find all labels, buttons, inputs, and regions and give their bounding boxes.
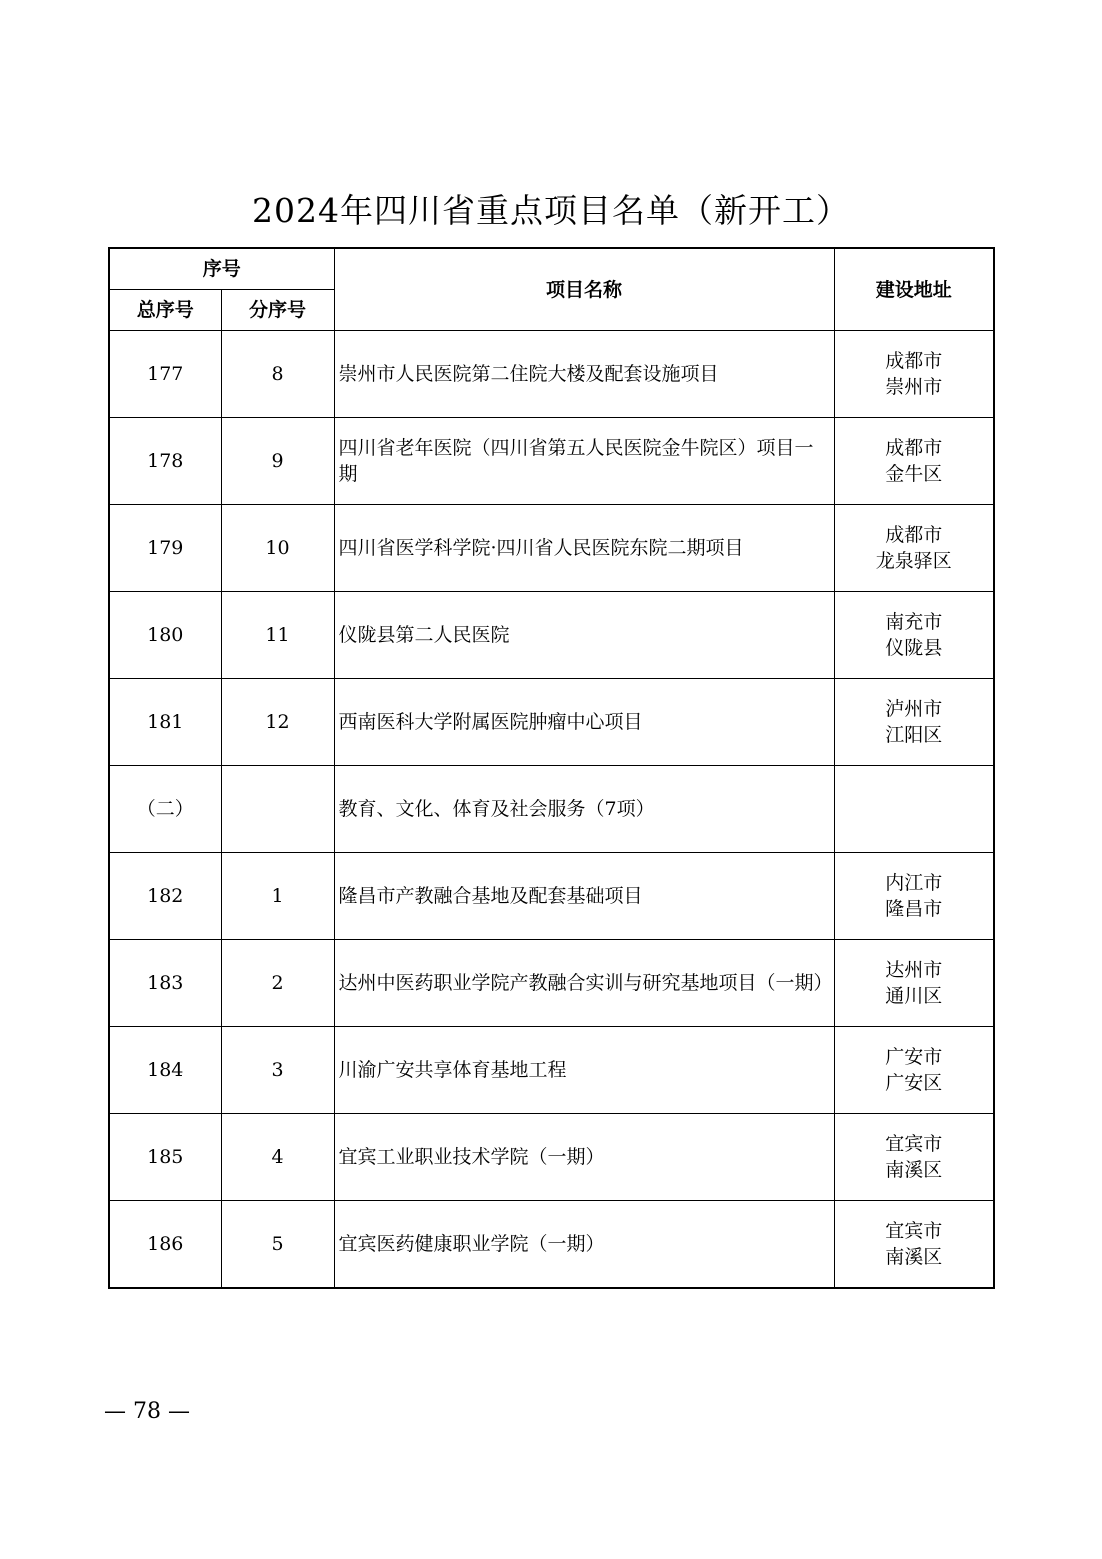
sub-seq-cell: 3 xyxy=(221,1027,334,1114)
sub-seq-cell: 11 xyxy=(221,592,334,679)
total-seq-cell: 186 xyxy=(109,1201,221,1289)
table-row xyxy=(109,940,994,1027)
location-cell xyxy=(834,418,994,505)
page-number: — 78 — xyxy=(104,1399,190,1424)
location-district: 仪陇县 xyxy=(885,637,943,659)
location-district: 崇州市 xyxy=(885,376,943,398)
project-name-cell: 川渝广安共享体育基地工程 xyxy=(334,1027,834,1114)
total-seq-cell: 177 xyxy=(109,331,221,418)
location-cell xyxy=(834,853,994,940)
location-cell xyxy=(834,505,994,592)
table-row xyxy=(109,679,994,766)
table-row xyxy=(109,1201,994,1289)
location-district: 龙泉驿区 xyxy=(875,550,952,572)
header-location: 建设地址 xyxy=(834,248,994,331)
project-name-cell: 宜宾工业职业技术学院（一期） xyxy=(334,1114,834,1201)
total-seq-cell: 182 xyxy=(109,853,221,940)
location-city: 南充市 xyxy=(885,611,943,633)
location-cell xyxy=(834,766,994,853)
location-cell xyxy=(834,1201,994,1289)
location-district: 广安区 xyxy=(885,1072,943,1094)
location-city: 宜宾市 xyxy=(885,1133,943,1155)
sub-seq-cell xyxy=(221,766,334,853)
location-city: 成都市 xyxy=(885,437,943,459)
location-district: 南溪区 xyxy=(885,1159,943,1181)
location-cell xyxy=(834,679,994,766)
total-seq-cell: 180 xyxy=(109,592,221,679)
location-city: 内江市 xyxy=(885,872,943,894)
header-sub-seq: 分序号 xyxy=(221,290,334,331)
sub-seq-cell: 1 xyxy=(221,853,334,940)
table-row xyxy=(109,1114,994,1201)
location-district: 隆昌市 xyxy=(885,898,943,920)
table-row xyxy=(109,331,994,418)
project-table xyxy=(108,247,995,1289)
table-row xyxy=(109,853,994,940)
table-row xyxy=(109,418,994,505)
table-row xyxy=(109,505,994,592)
table-row xyxy=(109,592,994,679)
sub-seq-cell: 2 xyxy=(221,940,334,1027)
location-city: 成都市 xyxy=(885,350,943,372)
project-name-cell: 仪陇县第二人民医院 xyxy=(334,592,834,679)
page-title: 2024年四川省重点项目名单（新开工） xyxy=(252,191,850,230)
location-cell xyxy=(834,592,994,679)
sub-seq-cell: 8 xyxy=(221,331,334,418)
sub-seq-cell: 5 xyxy=(221,1201,334,1289)
location-city: 广安市 xyxy=(885,1046,943,1068)
sub-seq-cell: 10 xyxy=(221,505,334,592)
project-name-cell: 四川省老年医院（四川省第五人民医院金牛院区）项目一期 xyxy=(334,418,834,505)
header-seq-group: 序号 xyxy=(109,248,334,290)
project-name-cell: 宜宾医药健康职业学院（一期） xyxy=(334,1201,834,1289)
total-seq-cell: 184 xyxy=(109,1027,221,1114)
total-seq-cell: 179 xyxy=(109,505,221,592)
location-city: 达州市 xyxy=(885,959,943,981)
location-city: 泸州市 xyxy=(885,698,943,720)
project-name-cell: 达州中医药职业学院产教融合实训与研究基地项目（一期） xyxy=(334,940,834,1027)
total-seq-cell: 181 xyxy=(109,679,221,766)
total-seq-cell: 183 xyxy=(109,940,221,1027)
header-total-seq: 总序号 xyxy=(109,290,221,331)
header-project-name: 项目名称 xyxy=(334,248,834,331)
sub-seq-cell: 4 xyxy=(221,1114,334,1201)
location-city: 成都市 xyxy=(885,524,943,546)
sub-seq-cell: 12 xyxy=(221,679,334,766)
table-row xyxy=(109,1027,994,1114)
location-district: 南溪区 xyxy=(885,1246,943,1268)
project-name-cell: 崇州市人民医院第二住院大楼及配套设施项目 xyxy=(334,331,834,418)
location-cell xyxy=(834,1027,994,1114)
total-seq-cell: （二） xyxy=(109,766,221,853)
project-name-cell: 隆昌市产教融合基地及配套基础项目 xyxy=(334,853,834,940)
location-city: 宜宾市 xyxy=(885,1220,943,1242)
sub-seq-cell: 9 xyxy=(221,418,334,505)
project-name-cell: 西南医科大学附属医院肿瘤中心项目 xyxy=(334,679,834,766)
total-seq-cell: 178 xyxy=(109,418,221,505)
location-cell xyxy=(834,331,994,418)
location-cell xyxy=(834,1114,994,1201)
location-district: 江阳区 xyxy=(885,724,943,746)
total-seq-cell: 185 xyxy=(109,1114,221,1201)
location-district: 通川区 xyxy=(885,985,943,1007)
project-name-cell: 四川省医学科学院·四川省人民医院东院二期项目 xyxy=(334,505,834,592)
table-row xyxy=(109,766,994,853)
project-name-cell: 教育、文化、体育及社会服务（7项） xyxy=(334,766,834,853)
location-district: 金牛区 xyxy=(885,463,943,485)
location-cell xyxy=(834,940,994,1027)
